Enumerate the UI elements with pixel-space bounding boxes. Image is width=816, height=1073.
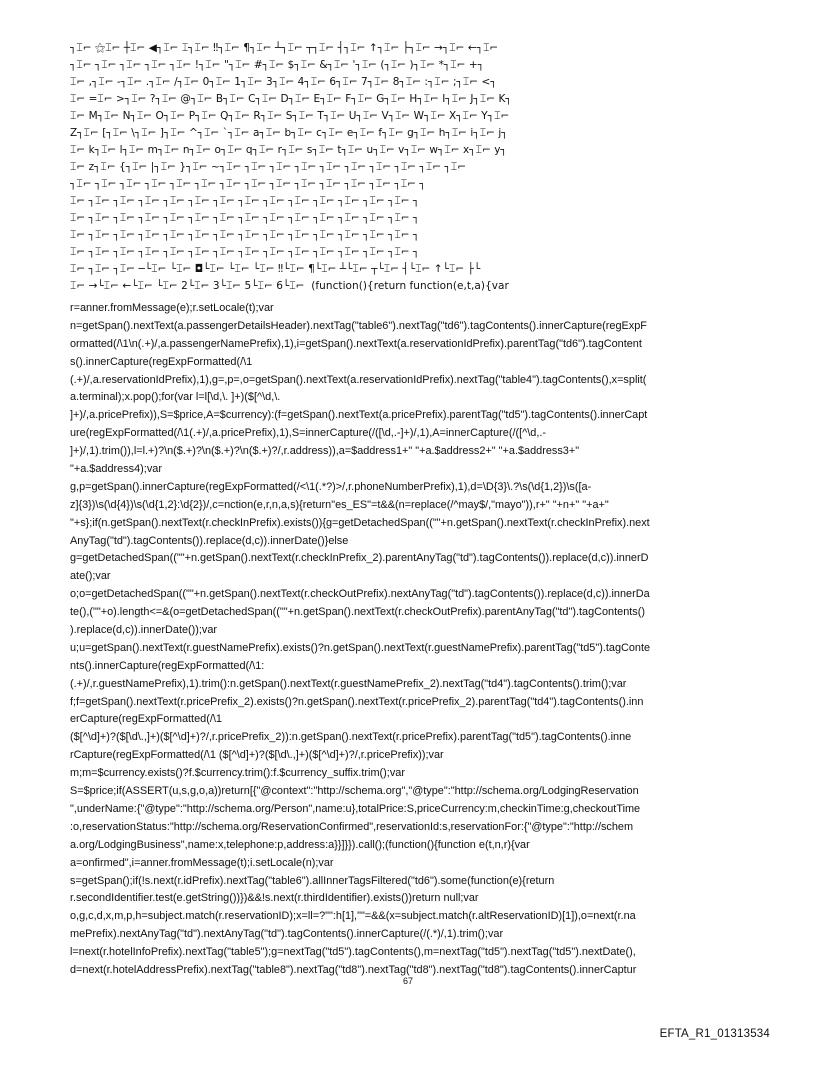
- glyph-line: ⌶⌐ →└⌶⌐ ←└⌶⌐ └⌶⌐ 2└⌶⌐ 3└⌶⌐ 5└⌶⌐ 6└⌶⌐ (function(){return function(e,t,a){var: [70, 280, 509, 292]
- glyph-line: ⌶⌐ ┐⌶⌐ ┐⌶⌐ ┐⌶⌐ ┐⌶⌐ ┐⌶⌐ ┐⌶⌐ ┐⌶⌐ ┐⌶⌐ ┐⌶⌐ ┐⌶⌐ ┐⌶⌐ ┐⌶⌐ ┐⌶⌐ ┐: [70, 229, 420, 241]
- code-line: ure(regExpFormatted(/\1(.+)/,a.pricePrefix),1),S=innerCapture(/([\d,.-]+)/,1),A=innerCapture(/([^\d,.-: [70, 427, 547, 440]
- code-line: (.+)/,r.guestNamePrefix),1).trim():n.getSpan().nextText(r.guestNamePrefix_2).nextTag("td4").tagContents().trim();var: [70, 677, 627, 690]
- code-line: ]+)/,a.pricePrefix)),S=$price,A=$currency):(f=getSpan().nextText(a.pricePrefix).parentTag("td5").tagContents().innerCapt: [70, 409, 648, 422]
- code-line: erCapture(regExpFormatted(/\1: [70, 713, 222, 726]
- code-line: ]+)/,1).trim()),l=l.+)?\n($.+)?\n($.+)?\n($.+)?/,r.address)),a=$address1+" "+a.$address2+" "+a.$address3+": [70, 445, 580, 458]
- code-line: z]{3})\s(\d{4})\s(\d{1,2}:\d{2})/,c=nction(e,r,n,a,s){return"es_ES"=t&&(n=replace(/^may$/,"mayo")),r+" "+n+" "+a+": [70, 498, 609, 511]
- glyph-line: ⌶⌐ k┐⌶⌐ l┐⌶⌐ m┐⌶⌐ n┐⌶⌐ o┐⌶⌐ q┐⌶⌐ r┐⌶⌐ s┐⌶⌐ t┐⌶⌐ u┐⌶⌐ v┐⌶⌐ w┐⌶⌐ x┐⌶⌐ y┐: [70, 144, 507, 156]
- code-line: "+s};if(n.getSpan().nextText(r.checkInPrefix).exists()){g=getDetachedSpan((""+n.getSpan().nextText(r.checkInPrefix).next: [70, 516, 650, 529]
- glyph-line: ┐⌶⌐ ┐⌶⌐ ┐⌶⌐ ┐⌶⌐ ┐⌶⌐ ┐⌶⌐ ┐⌶⌐ ┐⌶⌐ ┐⌶⌐ ┐⌶⌐ ┐⌶⌐ ┐⌶⌐ ┐⌶⌐ ┐⌶⌐ ┐: [70, 178, 426, 190]
- code-line: "+a.$address4);var: [70, 463, 162, 476]
- glyph-line: ┐⌶⌐ ⚝⌶⌐ ┼⌶⌐ ◀┐⌶⌐ ⌶┐⌶⌐ ‼┐⌶⌐ ¶┐⌶⌐ ┴┐⌶⌐ ┬┐⌶⌐ ┤┐⌶⌐ ↑┐⌶⌐ ├┐⌶⌐ →┐⌶⌐ ←┐⌶⌐: [70, 42, 499, 54]
- document-id: EFTA_R1_01313534: [659, 1028, 770, 1040]
- glyph-line: ⌶⌐ z┐⌶⌐ {┐⌶⌐ |┐⌶⌐ }┐⌶⌐ ~┐⌶⌐ ┐⌶⌐ ┐⌶⌐ ┐⌶⌐ ┐⌶⌐ ┐⌶⌐ ┐⌶⌐ ┐⌶⌐ ┐⌶⌐ ┐⌶⌐: [70, 161, 467, 173]
- code-line: d=next(r.hotelAddressPrefix).nextTag("table8").nextTag("td8").nextTag("td8").nextTag("td8").tagContents().innerCaptur: [70, 963, 637, 976]
- code-line: rCapture(regExpFormatted(/\1 ($[^\d]+)?($[\d\.,]+)($[^\d]+)?/,r.pricePrefix));var: [70, 749, 444, 762]
- glyph-line: ⌶⌐ ┐⌶⌐ ┐⌶⌐ ┐⌶⌐ ┐⌶⌐ ┐⌶⌐ ┐⌶⌐ ┐⌶⌐ ┐⌶⌐ ┐⌶⌐ ┐⌶⌐ ┐⌶⌐ ┐⌶⌐ ┐⌶⌐ ┐: [70, 212, 420, 224]
- code-line: g=getDetachedSpan((""+n.getSpan().nextText(r.checkInPrefix_2).parentAnyTag("td").tagContents()).replace(d,c)).innerD: [70, 552, 649, 565]
- code-line: r=anner.fromMessage(e);r.setLocale(t);var: [70, 302, 274, 314]
- glyph-line: ⌶⌐ ┐⌶⌐ ┐⌶⌐ ┐⌶⌐ ┐⌶⌐ ┐⌶⌐ ┐⌶⌐ ┐⌶⌐ ┐⌶⌐ ┐⌶⌐ ┐⌶⌐ ┐⌶⌐ ┐⌶⌐ ┐⌶⌐ ┐: [70, 246, 420, 258]
- code-line: o;o=getDetachedSpan((""+n.getSpan().nextText(r.checkOutPrefix).nextAnyTag("td").tagContents()).replace(d,c)).innerDa: [70, 588, 650, 601]
- code-line: o,g,c,d,x,m,p,h=subject.match(r.reservationID);x=ll=?"":h[1],""=&&(x=subject.match(r.altReservationID)[1]),o=next(r.na: [70, 910, 636, 923]
- code-line: :o,reservationStatus:"http://schema.org/ReservationConfirmed",reservationId:s,reservationFor:{"@type":"http://schem: [70, 820, 634, 833]
- glyph-line: ⌶⌐ M┐⌶⌐ N┐⌶⌐ O┐⌶⌐ P┐⌶⌐ Q┐⌶⌐ R┐⌶⌐ S┐⌶⌐ T┐⌶⌐ U┐⌶⌐ V┐⌶⌐ W┐⌶⌐ X┐⌶⌐ Y┐⌶⌐: [70, 110, 510, 122]
- code-line: a.org/LodgingBusiness",name:x,telephone:p,address:a}}]}}).call();(function(){function e(t,n,r){var: [70, 838, 530, 851]
- javascript-code-block: [70, 300, 750, 980]
- code-line: s().innerCapture(regExpFormatted(/\1: [70, 355, 253, 368]
- glyph-line: ⌶⌐ ,┐⌶⌐ -┐⌶⌐ .┐⌶⌐ /┐⌶⌐ 0┐⌶⌐ 1┐⌶⌐ 3┐⌶⌐ 4┐⌶⌐ 6┐⌶⌐ 7┐⌶⌐ 8┐⌶⌐ :┐⌶⌐ ;┐⌶⌐ <┐: [70, 76, 497, 88]
- code-line: te(),(""+o).length<=&(o=getDetachedSpan((""+n.getSpan().nextText(r.checkOutPrefix).parentAnyTag("td").tagContents(): [70, 606, 645, 619]
- code-line: f;f=getSpan().nextText(r.pricePrefix_2).exists()?n.getSpan().nextText(r.pricePrefix_2).parentTag("td4").tagContents().inn: [70, 695, 644, 708]
- code-line: s=getSpan();if(!s.next(r.idPrefix).nextTag("table6").allInnerTagsFiltered("td6").some(function(e){return: [70, 874, 555, 887]
- glyph-line: ⌶⌐ =⌶⌐ >┐⌶⌐ ?┐⌶⌐ @┐⌶⌐ B┐⌶⌐ C┐⌶⌐ D┐⌶⌐ E┐⌶⌐ F┐⌶⌐ G┐⌶⌐ H┐⌶⌐ I┐⌶⌐ J┐⌶⌐ K┐: [70, 93, 512, 105]
- code-line: (.+)/,a.reservationIdPrefix),1),g=,p=,o=getSpan().nextText(a.reservationIdPrefix).nextTag("table4").tagContents(),x=split(: [70, 373, 647, 386]
- glyph-line: ⌶⌐ ┐⌶⌐ ┐⌶⌐ ─└⌶⌐ └⌶⌐ ◘└⌶⌐ └⌶⌐ └⌶⌐ ‼└⌶⌐ ¶└⌶⌐ ┴└⌶⌐ ┬└⌶⌐ ┤└⌶⌐ ↑└⌶⌐ ├└: [70, 263, 481, 275]
- code-line: l=next(r.hotelInfoPrefix).nextTag("table5");g=nextTag("td5").tagContents(),m=nextTag("td5").nextTag("td5").nextDate(),: [70, 946, 636, 959]
- code-line: ",underName:{"@type":"http://schema.org/Person",name:u},totalPrice:S,priceCurrency:m,checkinTime:g,checkoutTime: [70, 802, 641, 815]
- code-line: ($[^\d]+)?($[\d\.,]+)($[^\d]+)?/,r.pricePrefix_2)):n.getSpan().nextText(r.pricePrefix).parentTag("td5").tagContents().inne: [70, 731, 632, 744]
- code-line: ).replace(d,c)).innerDate());var: [70, 624, 218, 637]
- code-line: r.secondIdentifier.test(e.getString())})&&!s.next(r.thirdIdentifier).exists())return null;var: [70, 892, 479, 905]
- code-line: AnyTag("td").tagContents()).replace(d,c)).innerDate()}else: [70, 534, 349, 547]
- code-line: nts().innerCapture(regExpFormatted(/\1:: [70, 659, 265, 672]
- code-line: mePrefix).nextAnyTag("td").nextAnyTag("td").tagContents().innerCapture(/(.*)/,1).trim();var: [70, 928, 504, 941]
- code-line: ormatted(/\1\n(.+)/,a.passengerNamePrefix),1),i=getSpan().nextText(a.reservationIdPrefix).parentTag("td6").tagContent: [70, 337, 642, 350]
- page-number: 67: [402, 976, 413, 986]
- code-line: a.terminal);x.pop();for(var l=l[\d,\. ]+)($[^\d,\.: [70, 391, 281, 404]
- garbled-glyph-block: [70, 40, 750, 295]
- code-line: u;u=getSpan().nextText(r.guestNamePrefix).exists()?n.getSpan().nextText(r.guestNamePrefix).parentTag("td5").tagConte: [70, 641, 651, 654]
- code-line: g,p=getSpan().innerCapture(regExpFormatted(/<\1(.*?)>/,r.phoneNumberPrefix),1),d=\D{3}\.?\s(\d{1,2})\s([a-: [70, 480, 592, 493]
- code-line: a=onfirmed",i=anner.fromMessage(t);i.setLocale(n);var: [70, 856, 334, 869]
- glyph-line: Z┐⌶⌐ [┐⌶⌐ \┐⌶⌐ ]┐⌶⌐ ^┐⌶⌐ `┐⌶⌐ a┐⌶⌐ b┐⌶⌐ c┐⌶⌐ e┐⌶⌐ f┐⌶⌐ g┐⌶⌐ h┐⌶⌐ i┐⌶⌐ j┐: [70, 127, 508, 139]
- glyph-line: ┐⌶⌐ ┐⌶⌐ ┐⌶⌐ ┐⌶⌐ ┐⌶⌐ !┐⌶⌐ "┐⌶⌐ #┐⌶⌐ $┐⌶⌐ &┐⌶⌐ '┐⌶⌐ (┐⌶⌐ )┐⌶⌐ *┐⌶⌐ +┐: [70, 59, 485, 71]
- code-line: n=getSpan().nextText(a.passengerDetailsHeader).nextTag("table6").nextTag("td6").tagContents().innerCapture(regExpF: [70, 319, 647, 332]
- code-line: ate();var: [70, 570, 111, 583]
- code-line: m;m=$currency.exists()?f.$currency.trim():f.$currency_suffix.trim();var: [70, 767, 405, 780]
- code-line: S=$price;if(ASSERT(u,s,g,o,a))return[{"@context":"http://schema.org","@type":"http://schema.org/LodgingReservation: [70, 785, 639, 798]
- glyph-line: ⌶⌐ ┐⌶⌐ ┐⌶⌐ ┐⌶⌐ ┐⌶⌐ ┐⌶⌐ ┐⌶⌐ ┐⌶⌐ ┐⌶⌐ ┐⌶⌐ ┐⌶⌐ ┐⌶⌐ ┐⌶⌐ ┐⌶⌐ ┐: [70, 195, 420, 207]
